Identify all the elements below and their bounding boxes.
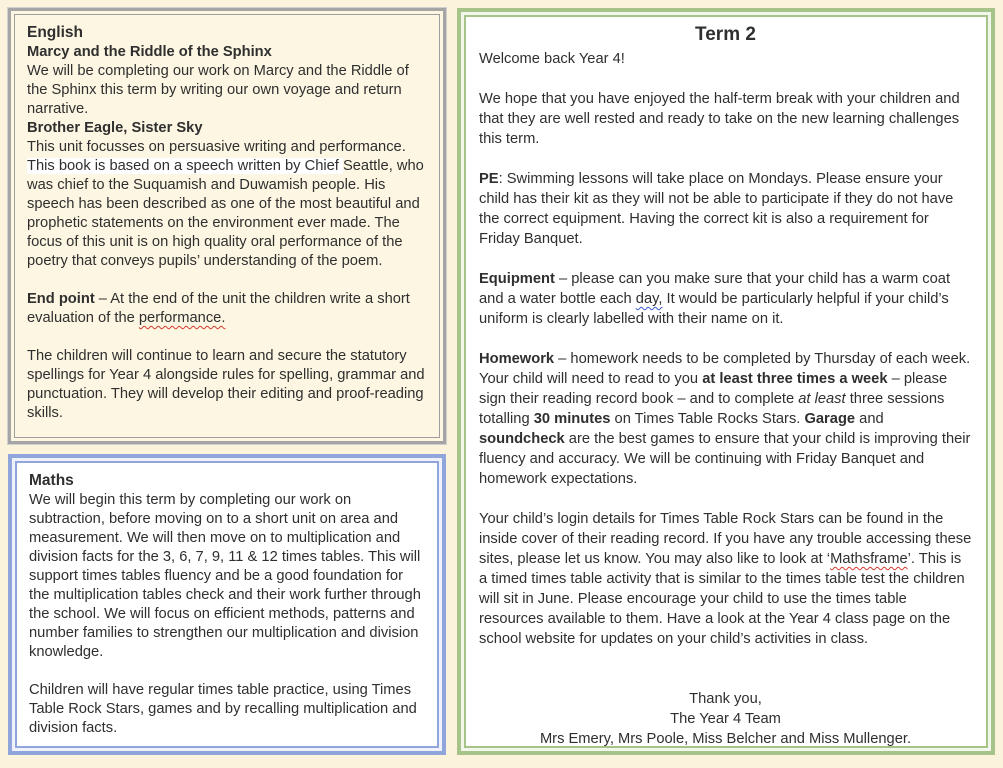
text-segment: Mrs Emery, Mrs Poole, Miss Belcher and Miss Mullenger.: [539, 731, 912, 747]
text-segment: 30 minutes: [533, 411, 611, 427]
paragraph: [479, 709, 972, 729]
maths-panel-content: [15, 461, 439, 748]
text-segment: on Times Table Rocks Stars.: [610, 411, 805, 427]
text-segment: are the best games to ensure that your child is improving their fluency and accuracy. We will be continuing with Friday Banquet and homework expectations.: [479, 431, 971, 487]
paragraph: [29, 491, 424, 662]
text-segment: at least: [798, 391, 846, 407]
paragraph: [27, 290, 426, 328]
blank-line: [479, 669, 972, 689]
text-segment: Garage: [804, 411, 856, 427]
text-segment: – please can you make sure that your child has a warm coat and a water bottle each: [479, 271, 951, 307]
text-segment: This book is based on a speech written by Chief: [27, 158, 343, 174]
blank-line: [479, 69, 972, 89]
paragraph: [479, 689, 972, 709]
maths-body: [29, 491, 424, 738]
term2-body: [479, 49, 972, 748]
text-segment: It would be particularly helpful if your child’s uniform is clearly labelled with their name on it.: [479, 291, 949, 327]
paragraph: [27, 43, 426, 62]
text-segment: – homework needs to be completed by Thursday of each week. Your child will need to read to you: [479, 351, 971, 387]
paragraph: [29, 681, 424, 738]
text-segment: Homework: [479, 351, 555, 367]
blank-line: [479, 149, 972, 169]
text-segment: Brother Eagle, Sister Sky: [27, 120, 203, 136]
text-segment: – At the end of the unit the children write a short evaluation of the: [27, 291, 410, 326]
english-heading: English: [27, 24, 83, 41]
paragraph: [479, 169, 972, 249]
paragraph: [479, 89, 972, 149]
text-segment: PE: [479, 171, 499, 187]
text-segment: We will begin this term by completing our work on subtraction, before moving on to a short unit on area and measurement. We will then move on to multiplication and division facts for the 3, 6, 7, 9, 11 & 12 times tables. This will support times tables fluency and be a good foundation for the multiplication tables check and their work further through the school. We will focus on efficient methods, patterns and number families to strengthen our multiplication and division knowledge.: [29, 492, 421, 660]
text-segment: Equipment: [479, 271, 555, 287]
text-segment: We hope that you have enjoyed the half-term break with your children and that they are well rested and ready to take on the new learning challenges this term.: [479, 91, 960, 147]
text-segment: Seattle, who was chief to the Suquamish and Duwamish people. His speech has been described as one of the most beautiful and prophetic statements on the environment ever made. The focus of this unit is on high quality oral performance of the poetry that conveys pupils’ understanding of the poem.: [27, 158, 424, 269]
blank-line: [479, 329, 972, 349]
english-panel: [8, 8, 446, 444]
paragraph: [27, 62, 426, 119]
term2-title: Term 2: [695, 24, 756, 45]
term2-panel-content: [464, 15, 988, 748]
paragraph: [479, 729, 972, 748]
text-segment: We will be completing our work on Marcy and the Riddle of the Sphinx this term by writing our own voyage and return narrative.: [27, 63, 409, 117]
spellcheck-flagged-text: day,: [635, 291, 663, 307]
text-segment: This unit focusses on persuasive writing and performance.: [27, 139, 406, 155]
text-segment: Children will have regular times table practice, using Times Table Rock Stars, games and by recalling multiplication and division facts.: [29, 682, 417, 736]
text-segment: : Swimming lessons will take place on Mondays. Please ensure your child has their kit as they will not be able to participate if they do not have the correct equipment. Having the correct kit is also a requirement for Friday Banquet.: [479, 171, 954, 247]
paragraph: [479, 269, 972, 329]
left-column: [8, 8, 446, 755]
blank-line: [27, 328, 426, 347]
blank-line: [479, 649, 972, 669]
blank-line: [479, 249, 972, 269]
maths-panel: [8, 454, 446, 755]
text-segment: Welcome back Year 4!: [479, 51, 625, 67]
text-segment: The Year 4 Team: [670, 711, 781, 727]
text-segment: ’. This is a timed times table activity that is similar to the times table test the children will sit in June. Please encourage your child to use the times table resources available to them. Have a look at the Year 4 class page on the school website for updates on your child’s activities in class.: [479, 551, 965, 647]
paragraph: [27, 119, 426, 138]
text-segment: – please sign their reading record book – and to complete: [479, 371, 948, 407]
text-segment: The children will continue to learn and secure the statutory spellings for Year 4 alongside rules for spelling, grammar and punctuation. They will develop their editing and proof-reading skills.: [27, 348, 425, 421]
maths-heading: Maths: [29, 472, 74, 489]
blank-line: [27, 271, 426, 290]
text-segment: Marcy and the Riddle of the Sphinx: [27, 44, 272, 60]
blank-line: [29, 662, 424, 681]
paragraph: [479, 349, 972, 489]
spellcheck-flagged-text: Mathsframe: [830, 551, 908, 567]
paragraph: [479, 49, 972, 69]
text-segment: three sessions totalling: [479, 391, 945, 427]
english-body: [27, 43, 426, 423]
spellcheck-flagged-text: performance.: [138, 310, 226, 326]
blank-line: [479, 489, 972, 509]
text-segment: and: [855, 411, 884, 427]
english-panel-content: [14, 14, 440, 438]
paragraph: [479, 509, 972, 649]
text-segment: Thank you,: [689, 691, 762, 707]
term2-panel: [457, 8, 995, 755]
text-segment: at least three times a week: [702, 371, 888, 387]
text-segment: End point: [27, 291, 95, 307]
paragraph: [27, 138, 426, 271]
text-segment: soundcheck: [479, 431, 565, 447]
text-segment: Your child’s login details for Times Table Rock Stars can be found in the inside cover of their reading record. If you have any trouble accessing these sites, please let us know. You may also like to look at ‘: [479, 511, 972, 567]
paragraph: [27, 347, 426, 423]
